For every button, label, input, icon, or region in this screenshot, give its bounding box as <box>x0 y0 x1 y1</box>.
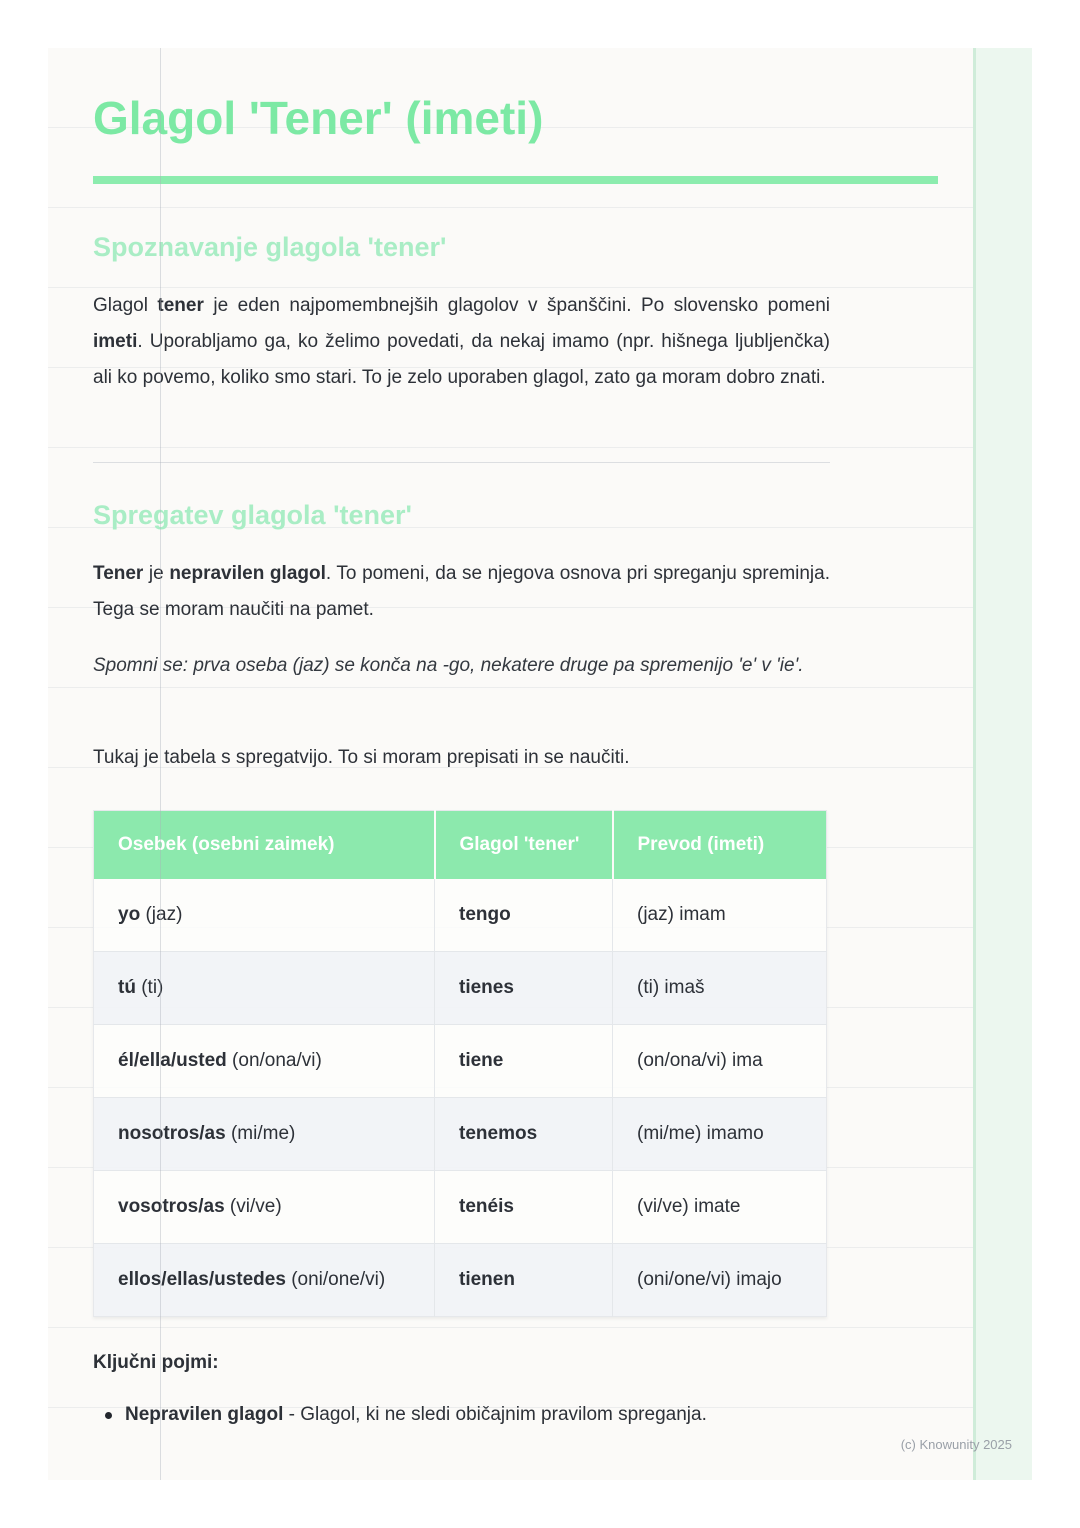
translation-cell: (ti) imaš <box>613 952 827 1025</box>
pronoun-translation: (mi/me) <box>225 1123 296 1144</box>
table-intro-paragraph: Tukaj je tabela s spregatvijo. To si moram prepisati in se naučiti. <box>93 747 630 768</box>
pronoun: vosotros/as <box>118 1196 225 1217</box>
key-terms-heading: Ključni pojmi: <box>93 1352 219 1373</box>
text-segment: . To pomeni, da se njegova osnova pri spreganju spreminja. Tega se moram naučiti na pamet. <box>93 563 830 620</box>
page-title: Glagol 'Tener' (imeti) <box>93 92 544 144</box>
pronoun-cell <box>94 1025 435 1098</box>
column-header-translation: Prevod (imeti) <box>613 811 827 880</box>
pronoun-translation: (jaz) <box>140 904 183 925</box>
translation-cell: (oni/one/vi) imajo <box>613 1244 827 1317</box>
section-heading-intro: Spoznavanje glagola 'tener' <box>93 232 447 262</box>
section-divider <box>93 462 830 463</box>
column-header-verb: Glagol 'tener' <box>435 811 613 880</box>
verb-form: tenemos <box>459 1123 538 1144</box>
verb-form: tenéis <box>459 1196 514 1217</box>
table-row <box>94 879 827 952</box>
key-term-item <box>105 1400 835 1430</box>
text-segment: je eden najpomembnejših glagolov v španščini. Po slovensko pomeni <box>203 295 830 316</box>
pronoun-cell <box>94 952 435 1025</box>
verb-form: tienen <box>459 1269 515 1290</box>
verb-cell <box>435 1171 613 1244</box>
pronoun-cell <box>94 879 435 952</box>
conjugation-paragraph <box>93 556 830 628</box>
verb-form: tiene <box>459 1050 504 1071</box>
reminder-note: Spomni se: prva oseba (jaz) se konča na -go, nekatere druge pa spremenijo 'e' v 'ie'. <box>93 655 804 676</box>
pronoun-cell <box>94 1171 435 1244</box>
conjugation-table <box>93 810 827 1317</box>
key-term-definition: - Glagol, ki ne sledi običajnim pravilom spreganja. <box>283 1404 707 1425</box>
table-row <box>94 1171 827 1244</box>
verb-cell <box>435 879 613 952</box>
pronoun: nosotros/as <box>118 1123 226 1144</box>
verb-form: tienes <box>459 977 514 998</box>
text-segment: Glagol <box>93 295 158 316</box>
bold-term-tener: Tener <box>93 563 144 584</box>
table-header-row <box>94 811 827 880</box>
verb-cell <box>435 952 613 1025</box>
table-row <box>94 952 827 1025</box>
translation-cell: (mi/me) imamo <box>613 1098 827 1171</box>
intro-paragraph <box>93 288 830 396</box>
pronoun: tú <box>118 977 136 998</box>
pronoun-cell <box>94 1244 435 1317</box>
pronoun-translation: (oni/one/vi) <box>285 1269 386 1290</box>
bold-term-tener: tener <box>157 295 204 316</box>
column-header-person: Osebek (osebni zaimek) <box>94 811 435 880</box>
bold-term-irregular-verb: nepravilen glagol <box>169 563 326 584</box>
pronoun-translation: (on/ona/vi) <box>226 1050 322 1071</box>
section-heading-conjugation: Spregatev glagola 'tener' <box>93 500 412 530</box>
text-segment: . Uporabljamo ga, ko želimo povedati, da nekaj imamo (npr. hišnega ljubljenčka) ali ko povemo, koliko smo stari. To je zelo uporaben glagol, zato ga moram dobro znati. <box>93 331 830 388</box>
key-term-name: Nepravilen glagol <box>125 1404 284 1425</box>
text-segment: je <box>143 563 170 584</box>
table-row <box>94 1098 827 1171</box>
table-row <box>94 1244 827 1317</box>
verb-form: tengo <box>459 904 511 925</box>
bold-term-imeti: imeti <box>93 331 138 352</box>
table-row <box>94 1025 827 1098</box>
pronoun-translation: (ti) <box>135 977 164 998</box>
document-page <box>48 48 1032 1480</box>
title-underline-bar <box>93 176 938 184</box>
verb-cell <box>435 1098 613 1171</box>
verb-cell <box>435 1025 613 1098</box>
pronoun-translation: (vi/ve) <box>224 1196 282 1217</box>
translation-cell: (jaz) imam <box>613 879 827 952</box>
pronoun: ellos/ellas/ustedes <box>118 1269 286 1290</box>
copyright-footer: (c) Knowunity 2025 <box>900 1437 1012 1452</box>
pronoun: yo <box>118 904 141 925</box>
translation-cell: (on/ona/vi) ima <box>613 1025 827 1098</box>
translation-cell: (vi/ve) imate <box>613 1171 827 1244</box>
key-term-text <box>125 1400 707 1430</box>
pronoun: él/ella/usted <box>118 1050 227 1071</box>
verb-cell <box>435 1244 613 1317</box>
pronoun-cell <box>94 1098 435 1171</box>
right-accent-band <box>973 48 1032 1480</box>
bullet-dot <box>105 1412 112 1419</box>
